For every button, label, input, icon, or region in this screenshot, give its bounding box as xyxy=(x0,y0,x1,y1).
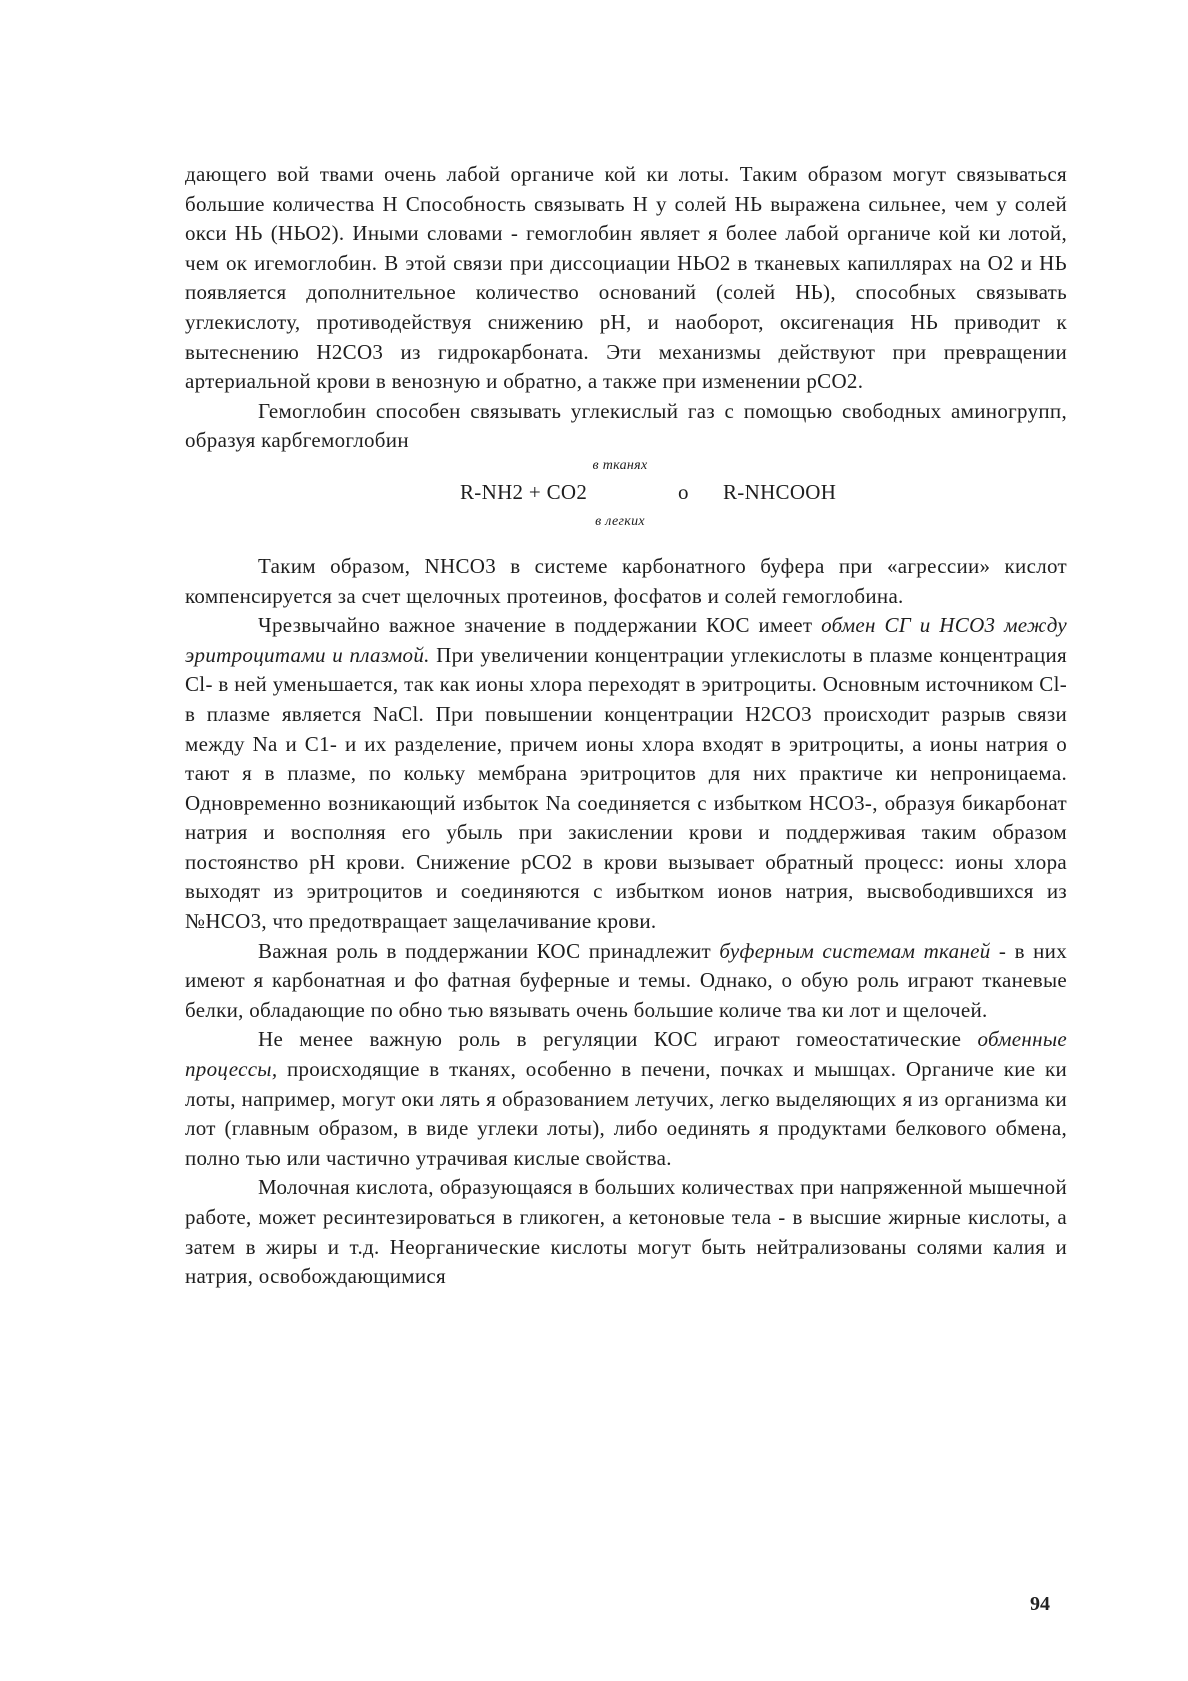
paragraph-5-lead: Важная роль в поддержании КОС принадлежит xyxy=(258,938,720,963)
paragraph-1: дающего вой твами очень лабой органиче кой ки лоты. Таким образом могут связываться большие количества Н Способность связывать Н у солей НЬ выражена сильнее, чем у солей окси НЬ (НЬО2). Иными словами - гемоглобин являет я более лабой органиче кой ки лотой, чем ок игемоглобин. В этой связи при диссоциации НЬО2 в тканевых капиллярах на О2 и НЬ появляется дополнительное количество оснований (солей НЬ), способных связывать углекислоту, противодействуя снижению рН, и наоборот, оксигенация НЬ приводит к вытеснению Н2СО3 из гидрокарбоната. Эти механизмы действуют при превращении артериальной крови в венозную и обратно, а также при изменении рСО2. xyxy=(185,162,1067,394)
equation-arrow: o xyxy=(678,479,689,504)
paragraph-6-lead: Не менее важную роль в регуляции КОС играют гомеостатические xyxy=(258,1027,978,1052)
paragraph-2: Гемоглобин способен связывать углекислый газ с помощью свободных аминогрупп, образуя карбгемоглобин xyxy=(185,398,1067,453)
paragraph-4 xyxy=(185,611,1067,937)
paragraph-3: Таким образом, NНСО3 в системе карбонатного буфера при «агрессии» кислот компенсируется за счет щелочных протеинов, фосфатов и солей гемоглобина. xyxy=(185,553,1067,608)
equation-condition-top: в тканях xyxy=(592,457,648,473)
equation-right-side: R-NHCOOH xyxy=(723,479,837,504)
paragraph-5-emphasis: буферным системам тканей xyxy=(719,938,991,963)
paragraph-6 xyxy=(185,1025,1067,1173)
paragraph-5 xyxy=(185,937,1067,1026)
equation-line xyxy=(185,478,1067,508)
paragraph-4-lead: Чрезвычайно важное значение в поддержании КОС имеет xyxy=(258,613,822,638)
paragraph-4-body: При увеличении концентрации углекислоты в плазме концентрация Cl- в ней уменьшается, так как ионы хлора переходят в эритроциты. Основным источником Cl- в плазме является NaCl. При повышении концентрации Н2СО3 происходит разрыв связи между Na и С1- и их разделение, причем ионы хлора входят в эритроциты, а ионы натрия о тают я в плазме, по кольку мембрана эритроцитов для них практиче ки непроницаема. Одновременно возникающий избыток Na соединяется с избытком НСО3-, образуя бикарбонат натрия и восполняя его убыль при закислении крови и поддерживая таким образом постоянство рН крови. Снижение рСО2 в крови вызывает обратный процесс: ионы хлора выходят из эритроцитов и соединяются с избытком ионов натрия, высвободившихся из №НСО3, что предотвращает защелачивание крови. xyxy=(185,642,1068,934)
page-number: 94 xyxy=(1030,1593,1050,1615)
equation-left-side: R-NH2 + CO2 xyxy=(460,479,588,504)
chemical-equation xyxy=(185,456,1067,552)
paragraph-6-body: происходящие в тканях, особенно в печени, почках и мышцах. Органиче кие ки лоты, например, могут оки лять я образованием летучих, легко выделяющих я из организма ки лот (главным образом, в виде углеки лоты), либо оединять я продуктами белкового обмена, полно тью или частично утрачивая кислые свойства. xyxy=(185,1057,1067,1170)
equation-condition-bottom: в легких xyxy=(595,513,645,529)
paragraph-4-emphasis: обмен СГ и НСО3 между эритроцитами и плазмой. xyxy=(185,613,1067,667)
paragraph-7: Молочная кислота, образующаяся в больших количествах при напряженной мышечной работе, может ресинтезироваться в гликоген, а кетоновые тела - в высшие жирные кислоты, а затем в жиры и т.д. Неорганические кислоты могут быть нейтрализованы солями калия и натрия, освобождающимися xyxy=(185,1175,1067,1289)
page-body xyxy=(185,160,1067,1292)
paragraph-6-emphasis: обменные процессы, xyxy=(185,1027,1067,1082)
paragraph-5-body: - в них имеют я карбонатная и фо фатная буферные и темы. Однако, о обую роль играют тканевые белки, обладающие по обно тью вязывать очень большие количе тва ки лот и щелочей. xyxy=(185,938,1067,1022)
